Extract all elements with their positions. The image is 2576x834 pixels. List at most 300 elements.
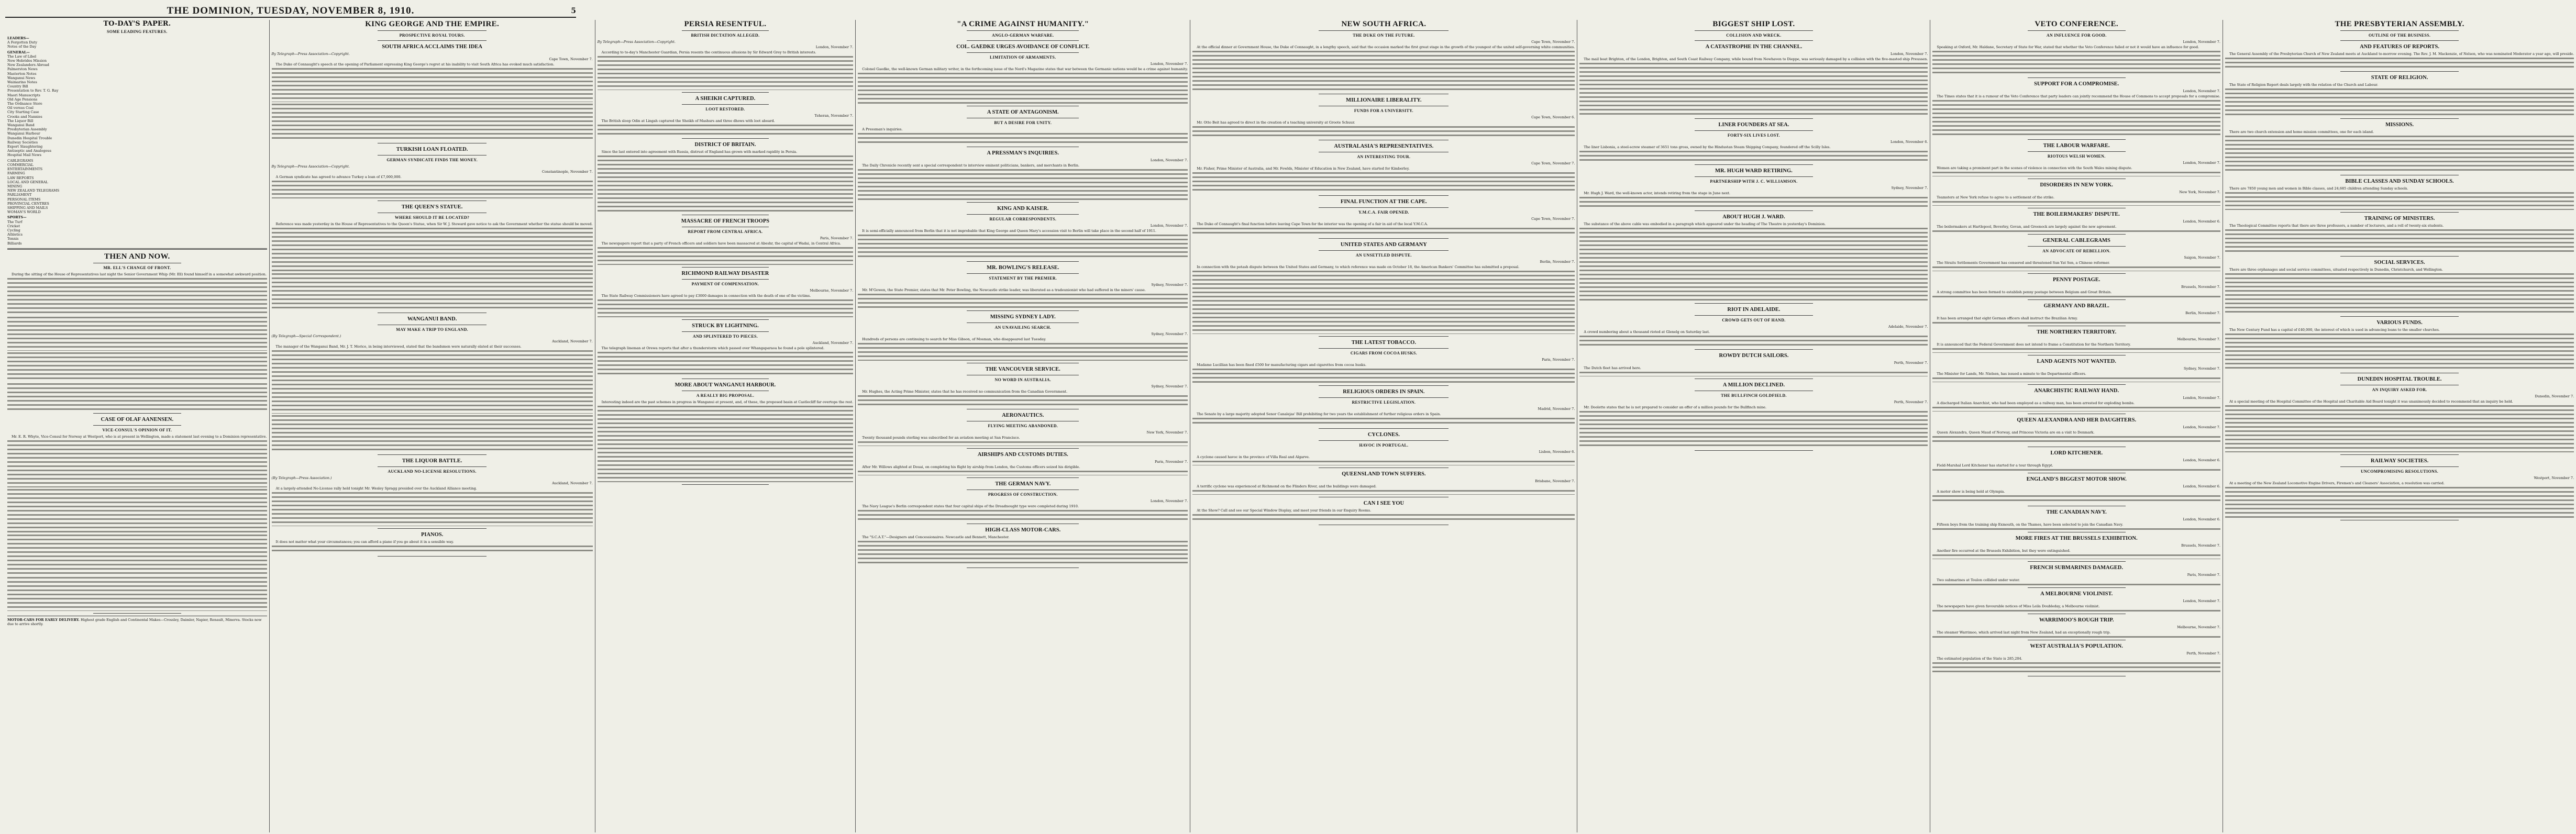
article-text: Speaking at Oxford, Mr. Haldane, Secretary of State for War, stated that whether the Veto Conference failed or not it would have an influence for good. (1937, 45, 2199, 49)
subheadline: OUTLINE OF THE BUSINESS. (2368, 33, 2431, 38)
article-text: Madame Lucillian has been fined £500 for manufacturing cigars and cigarettes from cocoa husks. (1197, 363, 1367, 367)
index-entry (7, 106, 267, 110)
index-entry (7, 59, 267, 63)
text-lines (858, 292, 1188, 308)
article-body (858, 465, 1188, 475)
article-text: Field-Marshal Lord Kitchener has started for a tour through Egypt. (1937, 463, 2053, 468)
headline: A STATE OF ANTAGONISM. (987, 109, 1059, 115)
text-lines (1932, 199, 2220, 206)
subheadline: PARTNERSHIP WITH J. C. WILLIAMSON. (1710, 179, 1798, 184)
index-entry-label: Wanganui Harbour (7, 131, 40, 136)
article (598, 20, 854, 93)
article (1579, 307, 1928, 350)
index-entry-label: The Liquor Bill (7, 118, 34, 123)
rule (1695, 210, 1813, 211)
index-entry-label: Antiseptic and Analogous (7, 149, 51, 153)
article-text: Reference was made yesterday in the House of Representatives to the Queen's Statue, when Sir W. J. Steward gave notice to ask the Government whether the statue should be moved. (275, 222, 593, 226)
index-entry (7, 237, 267, 241)
text-lines (1932, 468, 2220, 471)
text-lines (2225, 272, 2574, 314)
article-text: The boilermakers at Hartlepool, Beverley, Govan, and Greenock are largely against the new agreement. (1937, 225, 2117, 229)
headline: THE GERMAN NAVY. (995, 481, 1051, 487)
index-entry-label: The Law of Libel (7, 54, 37, 59)
article-text: The substance of the above cable was embodied in a paragraph which appeared under the heading of The Theatre in yesterday's Dominion. (1584, 222, 1826, 226)
text-lines (2225, 56, 2574, 69)
dateline: Brussels, November 7. (2181, 285, 2220, 289)
article-text: During the sitting of the House of Representatives last night the Senior Government Whip (Mr. Ell) found himself in a somewhat awkward position. (12, 272, 267, 276)
index-entry-label: Billiards (7, 241, 22, 246)
article-body (1932, 261, 2220, 271)
text-lines (598, 154, 854, 213)
rule (1695, 315, 1813, 316)
article (598, 382, 854, 485)
rule (2028, 139, 2126, 140)
headline: MISSIONS. (2385, 122, 2414, 128)
subheadline: THE BULLFINCH GOLDFIELD. (1721, 393, 1787, 398)
column-3 (595, 20, 856, 832)
article-body (1932, 290, 2220, 297)
subheadline: MR. ELL'S CHANGE OF FRONT. (103, 265, 171, 270)
text-lines (858, 168, 1188, 200)
text-lines (1192, 226, 1575, 236)
article-text: Colonel Gaedke, the well-known German military writer, in the forthcoming issue of the Nord's Magazine states that war between the Germanic nations would be a crime against humanity. (862, 67, 1188, 71)
headline: QUEEN ALEXANDRA AND HER DAUGHTERS. (2017, 417, 2137, 423)
article-text: A cyclone caused havoc in the province of Villa Real and Algarve. (1197, 455, 1310, 459)
rule (2028, 234, 2126, 235)
rule (2028, 561, 2126, 562)
article-body (858, 229, 1188, 259)
article-text: Queen Alexandra, Queen Maud of Norway, and Princess Victoria are on a visit to Denmark. (1937, 430, 2095, 435)
subheadline: WHERE SHOULD IT BE LOCATED? (394, 215, 470, 220)
article-text: The Theological Committee reports that there are three professors, a number of lecturers, and a roll of twenty-six students. (2229, 224, 2444, 228)
article (1932, 81, 2220, 140)
rule (2028, 273, 2126, 274)
article-body (1932, 657, 2220, 674)
index-entry (7, 72, 267, 76)
article-text: Another fire occurred at the Brussels Exhibition, but they were extinguished. (1937, 549, 2071, 553)
article-body (1192, 166, 1575, 193)
index-entry-label: Crooks and Nannies (7, 114, 42, 119)
index-entry-label: The Turf (7, 219, 23, 224)
rule (967, 214, 1079, 215)
text-lines (1932, 553, 2220, 559)
article (1932, 359, 2220, 385)
ad-text: Highest grade English and Continental Makes—Crossley, Daimler, Napier, Renault, Minerva. Stocks now due to arrive shortly. (7, 617, 262, 626)
text-lines (2225, 191, 2574, 210)
rule (2340, 118, 2459, 119)
article-body (1932, 166, 2220, 176)
index-entry (7, 40, 267, 45)
index-entry (7, 127, 267, 131)
article-body (598, 50, 854, 90)
article (1932, 329, 2220, 355)
text-lines (1932, 494, 2220, 504)
article (1932, 238, 2220, 274)
text-lines (1932, 376, 2220, 382)
index-entry (7, 97, 267, 102)
text-lines (1192, 367, 1575, 383)
subheadline: COLLISION AND WRECK. (1726, 33, 1782, 38)
headline: MR. HUGH WARD RETIRING. (1715, 168, 1793, 174)
article-body (1192, 455, 1575, 465)
index-entry (7, 102, 267, 106)
index-entry-label: Railway Societies (7, 140, 38, 144)
dateline: Melbourne, November 7. (810, 288, 854, 293)
subheadline: PROSPECTIVE ROYAL TOURS. (399, 33, 465, 38)
index-entry-label: City Starting Case (7, 110, 39, 115)
article-text: Mr. Otto Beit has agreed to direct in the creation of a teaching university at Groote Schuur. (1197, 120, 1355, 125)
subheadline: Y.M.C.A. FAIR OPENED. (1358, 210, 1409, 215)
rule (967, 310, 1079, 311)
article (1192, 432, 1575, 468)
rule (378, 556, 487, 557)
article-body (598, 294, 854, 317)
dateline: Perth, November 7. (2186, 651, 2220, 655)
article (272, 458, 593, 529)
article-text: The manager of the Wanganui Band, Mr. J. T. Morice, in being interviewed, stated that the bandsmen were naturally elated at their successes. (275, 344, 522, 349)
headline: LORD KITCHENER. (2050, 450, 2103, 456)
subheadline: RESTRICTIVE LEGISLATION. (1352, 400, 1416, 405)
headline: THE PRESBYTERIAN ASSEMBLY. (2335, 20, 2464, 28)
rule (967, 40, 1079, 41)
headline: UNITED STATES AND GERMANY (1340, 242, 1427, 248)
headline: DISORDERS IN NEW YORK. (2040, 182, 2113, 188)
index-entry-label: Wanganui Band (7, 123, 35, 128)
article-text: It does not matter what your circumstances; you can afford a piano if you go about it in a sensible way. (275, 540, 454, 544)
rule (2340, 30, 2459, 31)
article (1192, 389, 1575, 429)
headline: WANGANUI BAND. (407, 316, 457, 322)
rule (2340, 71, 2459, 72)
index-entry-label: Tennis (7, 237, 19, 241)
text-lines (1932, 635, 2220, 638)
article (858, 314, 1188, 363)
dateline: Melbourne, November 7. (2177, 337, 2220, 341)
index-entry-label: COMMERCIAL (7, 162, 34, 167)
headline: ABOUT HUGH J. WARD. (1722, 214, 1785, 220)
text-lines (272, 349, 593, 414)
text-lines (7, 276, 267, 315)
article (598, 142, 854, 215)
rule (967, 261, 1079, 262)
article (1579, 353, 1928, 379)
article (2225, 458, 2574, 520)
text-lines (1579, 409, 1928, 448)
subheadline: ANGLO-GERMAN WARFARE. (992, 33, 1054, 38)
dateline: Paris, November 7. (1155, 460, 1188, 464)
article-body (2225, 481, 2574, 518)
dateline: Cape Town, November 7. (1531, 40, 1575, 44)
text-lines (272, 102, 593, 141)
dateline: London, November 6. (2183, 219, 2220, 224)
rule (1319, 207, 1449, 208)
index-entry (7, 136, 267, 140)
headline: VETO CONFERENCE. (2035, 20, 2118, 28)
dateline: London, November 7. (2183, 89, 2220, 93)
dateline: Melbourne, November 7. (2177, 625, 2220, 629)
index-entry-label: New Hebrides Mission (7, 59, 47, 63)
article-body (1932, 94, 2220, 137)
headline: COL. GAEDKE URGES AVOIDANCE OF CONFLICT. (956, 44, 1090, 50)
article-text: The British sloop Odin at Lingah captured the Sheikh of Mashurs and three dhows with loot aboard. (601, 119, 775, 123)
article-text: The Straits Settlements Government has censored and threatened Sun Yat Sen, a Chinese reformer. (1937, 261, 2110, 265)
index-entry (7, 131, 267, 136)
article (858, 481, 1188, 524)
headline: AUSTRALASIA'S REPRESENTATIVES. (1334, 143, 1434, 149)
dateline: London, November 7. (1150, 224, 1188, 228)
dateline: Cape Town, November 6. (1531, 115, 1575, 119)
dateline: Perth, November 7. (1894, 361, 1928, 365)
headline: STRUCK BY LIGHTNING. (692, 323, 759, 329)
dateline: Cape Town, November 7. (1531, 161, 1575, 165)
headline: RELIGIOUS ORDERS IN SPAIN. (1343, 389, 1425, 395)
article-body (1579, 330, 1928, 347)
column-7 (1930, 20, 2223, 832)
headline: PIANOS. (421, 532, 444, 538)
article (858, 150, 1188, 203)
article (2225, 179, 2574, 213)
byline: By Telegraph—Press Association—Copyright. (597, 40, 676, 44)
article-text: A Pressman's inquiries. (862, 127, 903, 131)
article (1932, 643, 2220, 676)
article-text: A crowd numbering about a thousand rioted at Glenelg on Saturday last. (1584, 330, 1710, 334)
article (1579, 20, 1928, 41)
article-body (272, 62, 593, 141)
text-lines (1932, 170, 2220, 176)
dateline: Brussels, November 7. (2181, 543, 2220, 548)
rule (1319, 348, 1449, 349)
text-lines (1579, 195, 1928, 208)
article (1932, 536, 2220, 562)
dateline: Adelaide, November 7. (1888, 325, 1928, 329)
rule (2028, 299, 2126, 300)
index-entry (7, 241, 267, 246)
subheadline: BRITISH DICTATION ALLEGED. (691, 33, 760, 38)
text-lines (1932, 608, 2220, 611)
article (1579, 168, 1928, 211)
columns (5, 20, 2574, 832)
rule (967, 30, 1079, 31)
article-text: Mr. Hughes, the Acting Prime Minister, states that he has received no communication from the Canadian Government. (862, 390, 1068, 394)
text-lines (272, 414, 593, 452)
text-lines (272, 66, 593, 102)
column-5 (1190, 20, 1577, 832)
article-body (1192, 508, 1575, 522)
rule (967, 448, 1079, 449)
article-body (272, 486, 593, 526)
headline: GERMANY AND BRAZIL. (2043, 303, 2109, 309)
article-body (598, 241, 854, 265)
dateline: London, November 7. (2183, 396, 2220, 400)
article-text: The estimated population of the State is 285,204. (1937, 657, 2022, 661)
article (1192, 340, 1575, 386)
article-text: The Minister for Lands, Mr. Nielsen, has issued a minute to the Departmental officers. (1937, 372, 2086, 376)
article (1932, 388, 2220, 414)
headline: ANARCHISTIC RAILWAY HAND. (2034, 388, 2119, 394)
article-text: Two submarines at Toulon collided under water. (1937, 578, 2020, 582)
article-text: Mr. Hugh J. Ward, the well-known actor, intends retiring from the stage in June next. (1584, 191, 1730, 195)
rule (2028, 587, 2126, 588)
headline: ROWDY DUTCH SAILORS. (1719, 353, 1789, 359)
dateline: London, November 7. (2183, 40, 2220, 44)
headline: SOCIAL SERVICES. (2374, 260, 2425, 265)
rule (682, 92, 769, 93)
index-entry-label: PARLIAMENT (7, 193, 32, 197)
dateline: London, November 7. (2183, 425, 2220, 429)
article-text: The Dutch fleet has arrived here. (1584, 366, 1641, 370)
subheadline: MAY MAKE A TRIP TO ENGLAND. (396, 327, 468, 332)
masthead (5, 0, 576, 18)
article-text: A discharged Italian Anarchist, who had been employed as a railway man, has been arrested for exploding bombs. (1937, 401, 2135, 405)
ad-title: MOTOR-CARS FOR EARLY DELIVERY. (7, 617, 80, 622)
article-body (272, 344, 593, 452)
subheadline: PAYMENT OF COMPENSATION. (691, 282, 759, 286)
article-text: At a special meeting of the Hospital Committee of the Hospital and Charitable Aid Board tonight it was unanimously decided to recommend that an inquiry be held. (2229, 399, 2513, 404)
headline: MILLIONAIRE LIBERALITY. (1346, 97, 1422, 103)
subheadline: LOOT RESTORED. (705, 107, 745, 112)
headline: PENNY POSTAGE. (2052, 277, 2100, 283)
index-subtitle: SOME LEADING FEATURES. (106, 29, 168, 34)
dateline: London, November 6. (2183, 458, 2220, 462)
article (1192, 501, 1575, 525)
subheadline: AND SPLINTERED TO PIECES. (692, 334, 758, 339)
headline: THE LIQUOR BATTLE. (402, 458, 462, 464)
text-lines (1932, 49, 2220, 75)
headline: THE QUEEN'S STATUE. (401, 204, 463, 210)
index-entry (7, 76, 267, 80)
divider (7, 248, 267, 250)
rule (1695, 30, 1813, 31)
article-body (2225, 130, 2574, 173)
text-lines (1932, 661, 2220, 674)
text-lines (1579, 226, 1928, 301)
index-entry-label: Waimarino Notes (7, 80, 37, 85)
article-body (598, 119, 854, 136)
index-entry (7, 232, 267, 237)
subheadline: RIOTOUS WELSH WOMEN. (2047, 154, 2106, 159)
article (1932, 417, 2220, 447)
article-text: It has been arranged that eight German officers shall instruct the Brazilian Army. (1937, 316, 2078, 320)
index-category: GENERAL— (7, 50, 30, 54)
article-body (1192, 265, 1575, 334)
article-body (1192, 45, 1575, 92)
headline: THE LATEST TOBACCO. (1351, 340, 1416, 346)
article-body (1932, 604, 2220, 611)
subheadline: VICE-CONSUL'S OPINION OF IT. (102, 427, 172, 432)
text-lines (1932, 347, 2220, 353)
article-text: The General Assembly of the Presbyterian Church of New Zealand meets at Auckland to-morrow evening. The Rev. J. M. Mackenzie, of Nelson, who was nominated Moderator a year ago, will preside. (2229, 52, 2574, 56)
article-body (2225, 224, 2574, 254)
article (1579, 382, 1928, 451)
rule (2340, 40, 2459, 41)
article (2225, 216, 2574, 257)
index-entry (7, 119, 267, 123)
article (1192, 471, 1575, 497)
article (858, 413, 1188, 449)
headline: KING GEORGE AND THE EMPIRE. (365, 20, 499, 28)
headline: PERSIA RESENTFUL. (684, 20, 767, 28)
dateline: Sydney, November 7. (2184, 366, 2220, 371)
dateline: Westport, November 7. (2534, 476, 2574, 480)
headline: RAILWAY SOCIETIES. (2370, 458, 2429, 464)
article (7, 252, 267, 414)
dateline: New York, November 7. (2179, 190, 2220, 194)
dateline: Perth, November 7. (1894, 400, 1928, 404)
article-text: It is semi-officially announced from Berlin that it is not improbable that King George and Queen Mary's accession visit to Berlin will take place in the second half of 1911. (862, 229, 1156, 233)
article (858, 366, 1188, 409)
article-body (1192, 484, 1575, 495)
text-lines (858, 341, 1188, 361)
article (2225, 122, 2574, 175)
rule (93, 413, 181, 414)
index-entry-label: Presentation to Rev. T. G. Ray (7, 88, 59, 93)
dateline: Brisbane, November 7. (1535, 479, 1575, 483)
text-lines (1932, 320, 2220, 324)
dateline: Berlin, November 7. (1540, 260, 1575, 264)
article-text: The mail boat Brighton, of the London, Brighton, and South Coast Railway Company, while bound from Newhaven to Dieppe, was seriously damaged by a collision with the five-masted ship Preussen. (1584, 57, 1928, 61)
dateline: London, November 7. (1150, 62, 1188, 66)
index-entry-label: Notes of the Day (7, 45, 37, 49)
article (1932, 450, 2220, 473)
article (1579, 122, 1928, 165)
text-lines (858, 440, 1188, 446)
rule (1695, 118, 1813, 119)
article (1579, 44, 1928, 119)
index-entry-label: LOCAL AND GENERAL (7, 180, 48, 184)
article (1932, 277, 2220, 300)
index-entry (7, 80, 267, 84)
text-lines (272, 272, 593, 310)
headline: FRENCH SUBMARINES DAMAGED. (2030, 565, 2124, 571)
article-text: A strong committee has been formed to establish penny postage between Belgium and Great Britain. (1937, 290, 2112, 294)
index-entry (7, 67, 267, 71)
index-entry (7, 193, 267, 197)
article (1192, 199, 1575, 239)
article-body (1932, 522, 2220, 530)
headline: MISSING SYDNEY LADY. (990, 314, 1056, 320)
headline: KING AND KAISER. (997, 206, 1049, 212)
index-entry-label: Palmerston News (7, 67, 38, 72)
index-entry (7, 167, 267, 171)
index-entry-label: Cricket (7, 224, 20, 228)
index-entry-label: Dunedin Hospital Trouble (7, 136, 52, 140)
index-entry (7, 140, 267, 144)
article (1192, 143, 1575, 196)
index-entry (7, 63, 267, 67)
headline: THE VANCOUVER SERVICE. (985, 366, 1060, 372)
article-body (1932, 430, 2220, 444)
headline: BIBLE CLASSES AND SUNDAY SCHOOLS. (2345, 179, 2454, 184)
article-text: Twenty thousand pounds sterling was subscribed for an aviation meeting at San Francisco. (862, 436, 1020, 440)
column-1 (5, 20, 270, 832)
article-text: After Mr. Willows alighted at Douai, on completing his flight by airship from London, the Customs officers seized his dirigible. (862, 465, 1080, 469)
rule (378, 30, 487, 31)
dateline: London, November 7. (815, 45, 854, 49)
dateline: London, November 6. (2183, 517, 2220, 521)
rule (93, 425, 181, 426)
article (858, 265, 1188, 311)
article-body (598, 346, 854, 376)
index-entry (7, 210, 267, 214)
index-title: TO-DAY'S PAPER. (103, 20, 171, 28)
text-lines (7, 487, 267, 533)
text-lines (858, 71, 1188, 104)
text-lines (7, 533, 267, 575)
article (272, 204, 593, 313)
index-entry (7, 88, 267, 93)
index-entry (7, 123, 267, 127)
headline: NEW SOUTH AFRICA. (1341, 20, 1427, 28)
